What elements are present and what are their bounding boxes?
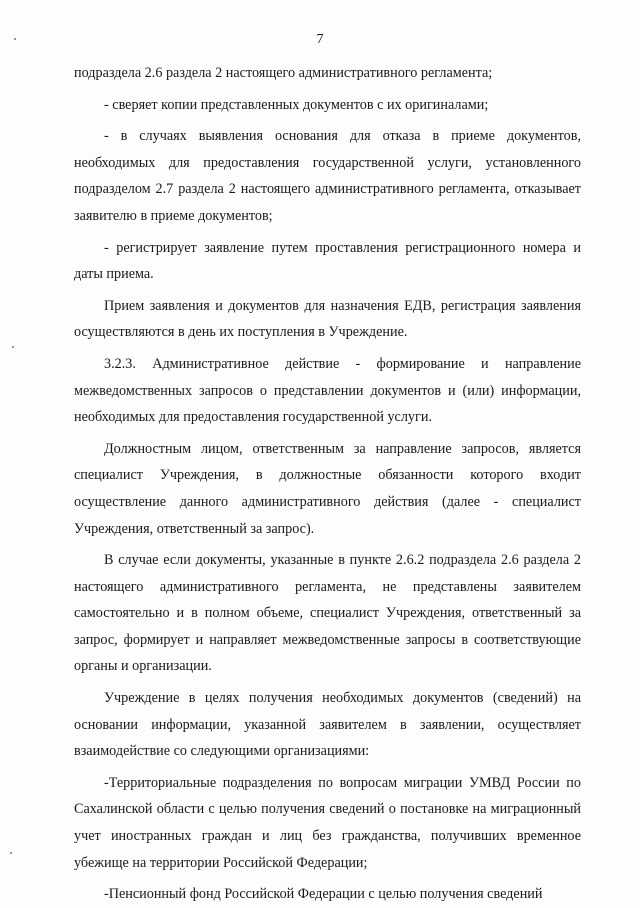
scan-speck	[14, 38, 16, 40]
scan-speck	[12, 346, 14, 348]
paragraph-3: - в случаях выявления основания для отказа в приеме документов, необходимых для предоставления государственной услуги, установленного подразделом 2.7 раздела 2 настоящего административного регламента, отказывает заявителю в приеме документов;	[74, 128, 581, 224]
paragraph-1: подраздела 2.6 раздела 2 настоящего административного регламента;	[74, 65, 493, 81]
paragraph-2: - сверяет копии представленных документов с их оригиналами;	[104, 96, 489, 113]
page-number: 7	[316, 32, 324, 47]
document-body	[74, 60, 581, 908]
paragraph-10: -Территориальные подразделения по вопросам миграции УМВД России по Сахалинской области с целью получения сведений о постановке на миграционный учет иностранных граждан и лиц без гражданства, получивших временное убежище на территории Российской Федерации;	[74, 774, 581, 871]
paragraph-4: - регистрирует заявление путем проставления регистрационного номера и даты приема.	[74, 239, 581, 283]
scan-speck	[10, 852, 12, 854]
paragraph-11: -Пенсионный фонд Российской Федерации с целью получения сведений	[104, 886, 543, 903]
paragraph-8: В случае если документы, указанные в пункте 2.6.2 подраздела 2.6 раздела 2 настоящего административного регламента, не представлены заявителем самостоятельно и в полном объеме, специалист Учреждения, ответственный за запрос, формирует и направляет межведомственные запросы в соответствующие органы и организации.	[74, 552, 581, 675]
paragraph-6: 3.2.3. Административное действие - формирование и направление межведомственных запросов о представлении документов и (или) информации, необходимых для предоставления государственной услуги.	[74, 355, 581, 426]
paragraph-5: Прием заявления и документов для назначения ЕДВ, регистрация заявления осуществляются в день их поступления в Учреждение.	[74, 297, 581, 341]
paragraph-9: Учреждение в целях получения необходимых документов (сведений) на основании информации, указанной заявителем в заявлении, осуществляет взаимодействие со следующими организациями:	[74, 690, 581, 760]
paragraph-7: Должностным лицом, ответственным за направление запросов, является специалист Учреждения, в должностные обязанности которого входит осуществление данного административного действия (далее - специалист Учреждения, ответственный за запрос).	[74, 440, 581, 537]
